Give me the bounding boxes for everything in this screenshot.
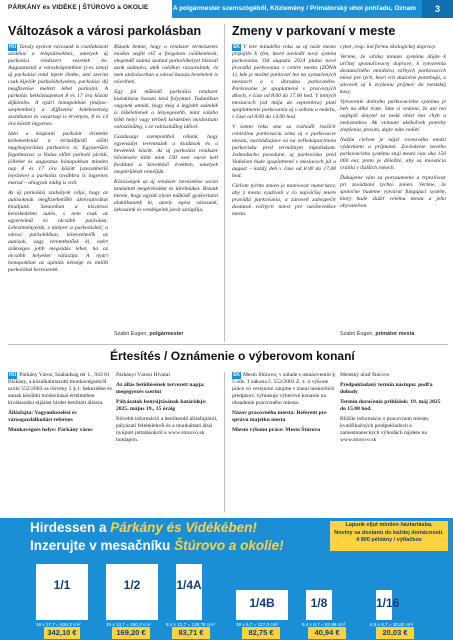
paragraph: V tomto roku sme sa rozhodli rozšíriť centrálnu parkovaciu zónu aj o parkovacie miesta, nachádzajúce sa na veľkokapacitnom parkovisku pred termálnym kúpaliskom. Jednoducho povedané, aj parkovisko pred Vadašom bude spoplatnené v mesiacoch júl a august – každý deň v čase od 8.00 do 17.00 hod. xyxy=(232,124,336,179)
ad-size-dimensions: 4,6 x 6,7 = 30,82 cm² xyxy=(370,622,414,627)
paragraph: Bízunk benne, hogy a rendszer természetes módon segíti elő a forgalom csökkentését, elegendő számú szabad parkolóhelyet biztosít azok számára, akik valóban rászorulnak, és nem utolsósorban a városi kassza bevételeit is növelheti. xyxy=(114,44,218,85)
paragraph: SK Mesto Štúrovo, v súlade s ustanovením § 5 ods. 1 zákona č. 552/2003 Z. z. o výkone práce vo verejnom záujme v znení neskorších predpisov, vyhlasuje výberové konanie na obsadenie pracovného miesta. xyxy=(232,372,336,406)
paragraph: Gazdasági szempontból célunk, hogy egyensúlyt teremtsünk a kiadások és a bevételek között. Az új parkolási rendszer bővítésére több mint 150 ezer eurót kell fordítani a következő években, amelyek megtérülését reméljük. xyxy=(114,134,218,175)
paragraph: Veríme, že vďaka tomuto systému dôjde k určitej spomaľovacej doprave, k vytvoreniu dostatočného množstva voľných parkovacích miest pre tých, ktorí ich skutočne potrebujú, a zároveň aj k zvýšeniu príjmov do mestskej kasy. xyxy=(340,54,446,95)
ad-size-dimensions: 9,4 x 6,7 = 62,98 cm² xyxy=(302,622,346,627)
paragraph: Termín doručenia prihlášok: 19. máj 2025 do 15.00 hod. xyxy=(340,399,441,412)
page-number: 3 xyxy=(422,0,453,18)
ad-size-card: 1/1 xyxy=(36,564,88,620)
paragraph: Párkányi Városi Hivatal xyxy=(116,372,170,378)
byline-sk: Szabó Eugen, primátor mesta xyxy=(340,331,415,337)
publication-name: PÁRKÁNY és VIDÉKE | ŠTÚROVO a OKOLIE xyxy=(8,4,149,11)
announcement-sk-column-1 xyxy=(232,372,336,512)
article-title-sk: Zmeny v parkovaní v meste xyxy=(232,24,396,38)
ad-headline-hu: Hirdessen a Párkány és Vidékében! xyxy=(30,520,257,535)
page-header xyxy=(0,0,453,18)
paragraph: Az állás betöltésének tervezett napja: megegyezés szerint xyxy=(116,382,205,395)
ad-size-dimensions: 9,4 x 13,7 = 128,78 cm² xyxy=(166,622,215,627)
ad-size-card: 1/8 xyxy=(306,590,332,620)
ad-info-box: Lapunk eljut minden háztartásba. Noviny sa dostanú do každej domácnosti. 4 800 példány / výtlačkov xyxy=(330,521,448,551)
paragraph: Idén a központi parkolót érintette kellemetlenül a termálfürdő előtti nagykapacitású parkolóra is. Egyszerűen fogalmazva: a Vadas előtti parkoló járóút, jóllehet és augusztus hónapokban minden nap 8 és 17 óra között (szezonberlő lejelzése) a parkolás továbbra is ingyenes marad – ahogyan eddig is volt. xyxy=(8,131,108,186)
paragraph: Egy jól működő parkolási rendszer kialakítása hosszú távú folyamat. Tudatában vagyunk annak, hogy még a legjobb szándék is tökéletlenek a lényegesebb, mint valaha több helyi vagy térbeli kérdésben módosítani valószínűleg, s ez valószínűleg idővel. xyxy=(114,89,218,130)
paragraph: Állásfajta: Vagyonkezelési és városgazdálkodási referens xyxy=(8,410,77,423)
paragraph: Bližšie informácie o pracovnom mieste, kvalifikačných predpokladoch a zamestnaneckých výhodách nájdete na www.sturovo.sk xyxy=(340,416,430,443)
paragraph: Az új parkolási szabályok célja, hogy az autósoknak megfizethetőbb alternatívákat kínáljunk. Szezonban a kisvárosi kereskedelmi autós, s nem csak az egyértelmű és olcsóbb parkolást. Létesítményeink, s kilépve a parkolásból, a városi parkolókban, kinevezhetők az autósok, vagy teremthetőek ki, ezért szükséges jobb megoldás lehet, ha az olcsóbb helyeket választja. A nyári hónapokban az ajánlás kétsége és mitőtt parkolókat keressenek. xyxy=(8,190,108,273)
paragraph: Munkavégzés helye: Párkány város xyxy=(8,427,93,433)
section-divider xyxy=(8,344,448,345)
article-hu-column-2 xyxy=(114,44,218,326)
language-badge: HU xyxy=(9,44,17,50)
ad-size-dimensions: 19 x 27,7 = 526,3 cm² xyxy=(36,622,81,627)
paragraph: Ďakujeme vám za porozumenie a trpezlivosť pri zavádzaní týchto zmien. Veríme, že spoločne budeme vytvárať fungujúci systém, ktorý bude slúžiť celému mestu a jeho obyvateľom. xyxy=(340,175,446,209)
paragraph: Pályázatok benyújtásának határideje: 2025. május 19., 15 óráig xyxy=(116,399,207,412)
paragraph: SK V lete minulého roka sa aj naše mesto pripojilo k tým, ktoré zaviedli nový systém parkovania. Od augusta 2024 platia nové pravidlá parkovania v centre mesta (ZÓNA 1), kde je možné parkovať len na vyznačených miestach a s úhradou parkovného. Parkovanie je spoplatnené v pracovných dňoch, v čase od 8.00 do 17.00 hod. V letných mesiacoch (od mája do septembra) platí spoplatnenie parkovania aj v sobotu a nedeľu, v čase od 8.00 do 14.00 hod. xyxy=(232,44,336,120)
section-title: A polgármester szemszögéből, Közlemény / Primátorský uhol pohľadu, Oznam xyxy=(172,0,422,18)
ad-headline-sk: Inzerujte v mesačníku Štúrovo a okolie! xyxy=(30,538,284,553)
paragraph: Vytvorenie dobrého parkovacieho systému je beh na dlhé trate. Sme si vedomí, že ani ten najlepší úmysel sa nedá obísť bez chýb a nedostatkov. Ak vnímate akékoľvek potreby zlepšenia, prosím, dajte nám vedieť. xyxy=(340,99,446,133)
paragraph: Názov pracovného miesta: Referent pre správu majetku mesta xyxy=(232,410,327,423)
announcement-sk-column-2 xyxy=(340,372,446,512)
column-divider xyxy=(224,24,225,342)
language-badge: SK xyxy=(233,44,240,50)
article-sk-column-2 xyxy=(340,44,446,326)
byline-hu: Szabó Eugen, polgármester xyxy=(114,331,184,337)
paragraph: Cieľom týchto zmien je motivovať motoristov, aby z mesta využívali v čo najväčšej miere pravidlá parkovania, a zároveň zabezpečiť dostatok voľných miest pre návštevníkov mesta. xyxy=(232,183,336,217)
announcement-hu-column-1 xyxy=(8,372,112,512)
column-divider xyxy=(224,372,225,512)
ad-price: 83,71 € xyxy=(172,627,210,639)
paragraph: Bővebb információ a betöltendő állásfajtáról, pályázati feltételekről és a munkáltató által nyújtott juttatásokról a www.sturovo.sk honlapon. xyxy=(116,416,218,443)
article-sk-column-1 xyxy=(232,44,336,342)
ad-price: 82,75 € xyxy=(242,627,280,639)
ad-price: 169,20 € xyxy=(112,627,150,639)
paragraph: Predpokladaný termín nástupu: podľa dohody xyxy=(340,382,433,395)
language-badge: SK xyxy=(233,372,240,378)
paragraph: HU Párkány Város, Szabadság tér 1., 943 01 Párkány, a közalkalmazotti munkavégzésről szóló 552/2003-as törvény 5 § 1. bekezdése és annak későbbi módosításai értelmében kiválasztási eljárást hirdet betöltött állásra. xyxy=(8,372,112,406)
ad-size-card: 1/4B xyxy=(236,590,288,620)
ad-price: 342,10 € xyxy=(44,627,80,639)
paragraph: Naším cieľom je nájsť rovnováhu medzi výdavkami a príjmami. Zaviedenie nového parkovacieho systému stojí mesto viac ako 150 000 eur, preto je dôležité, aby sa investícia vrátila v ďalších rokoch. xyxy=(340,137,446,171)
ad-size-card: 1/16 xyxy=(376,590,392,620)
article-title-hu: Változások a városi parkolásban xyxy=(8,24,202,38)
paragraph: cykel, resp. iná forma ekologickej dopravy. xyxy=(340,44,437,50)
article-hu-column-1 xyxy=(8,44,108,342)
ad-size-card: 1/2 xyxy=(106,564,158,620)
ad-size-card: 1/4A xyxy=(176,564,202,620)
ad-price: 20,03 € xyxy=(376,627,414,639)
paragraph: Mestský úrad Štúrovo xyxy=(340,372,390,378)
ad-size-dimensions: 19 x 13,7 = 260,3 cm² xyxy=(106,622,151,627)
paragraph: Miesto výkonu práce: Mesto Štúrovo xyxy=(232,427,321,433)
language-badge: HU xyxy=(9,372,17,378)
ad-size-dimensions: 19 x 6,7 = 127,3 cm² xyxy=(236,622,279,627)
paragraph: Közösségek az új rendszer bevezetése során tanúsított megértésüket és türelmüket. Bízunk benne, hogy együtt olyan működő gyakorlatot alakíthatunk ki, amely egész városunk, lakosaink és vendégeink javát szolgálja. xyxy=(114,179,218,213)
announcement-hu-column-2 xyxy=(116,372,220,512)
ad-price: 40,94 € xyxy=(308,627,346,639)
paragraph: HU Tavaly nyáron városunk is csatlakozott azokhoz a településekhez, amelyek új parkolási rendszert vezettek be. Augusztustól a városközpontban (i-es zóna) új parkolási rend lépett életbe, ami szerint csak kijelölt parkolóhelyeken, parkolási díj megfizetése mellett lehet parkolni. A parkolás hétköznapokon 8 és 17 óra között díjköteles. A nyári hónapokban (május–szeptember) a díjfizetési kötelezettség szombaton és vasárnap is érvényes, 8 és 14 óra között ingyenes. xyxy=(8,44,108,127)
announcement-title: Értesítés / Oznámenie o výberovom konaní xyxy=(110,349,355,363)
